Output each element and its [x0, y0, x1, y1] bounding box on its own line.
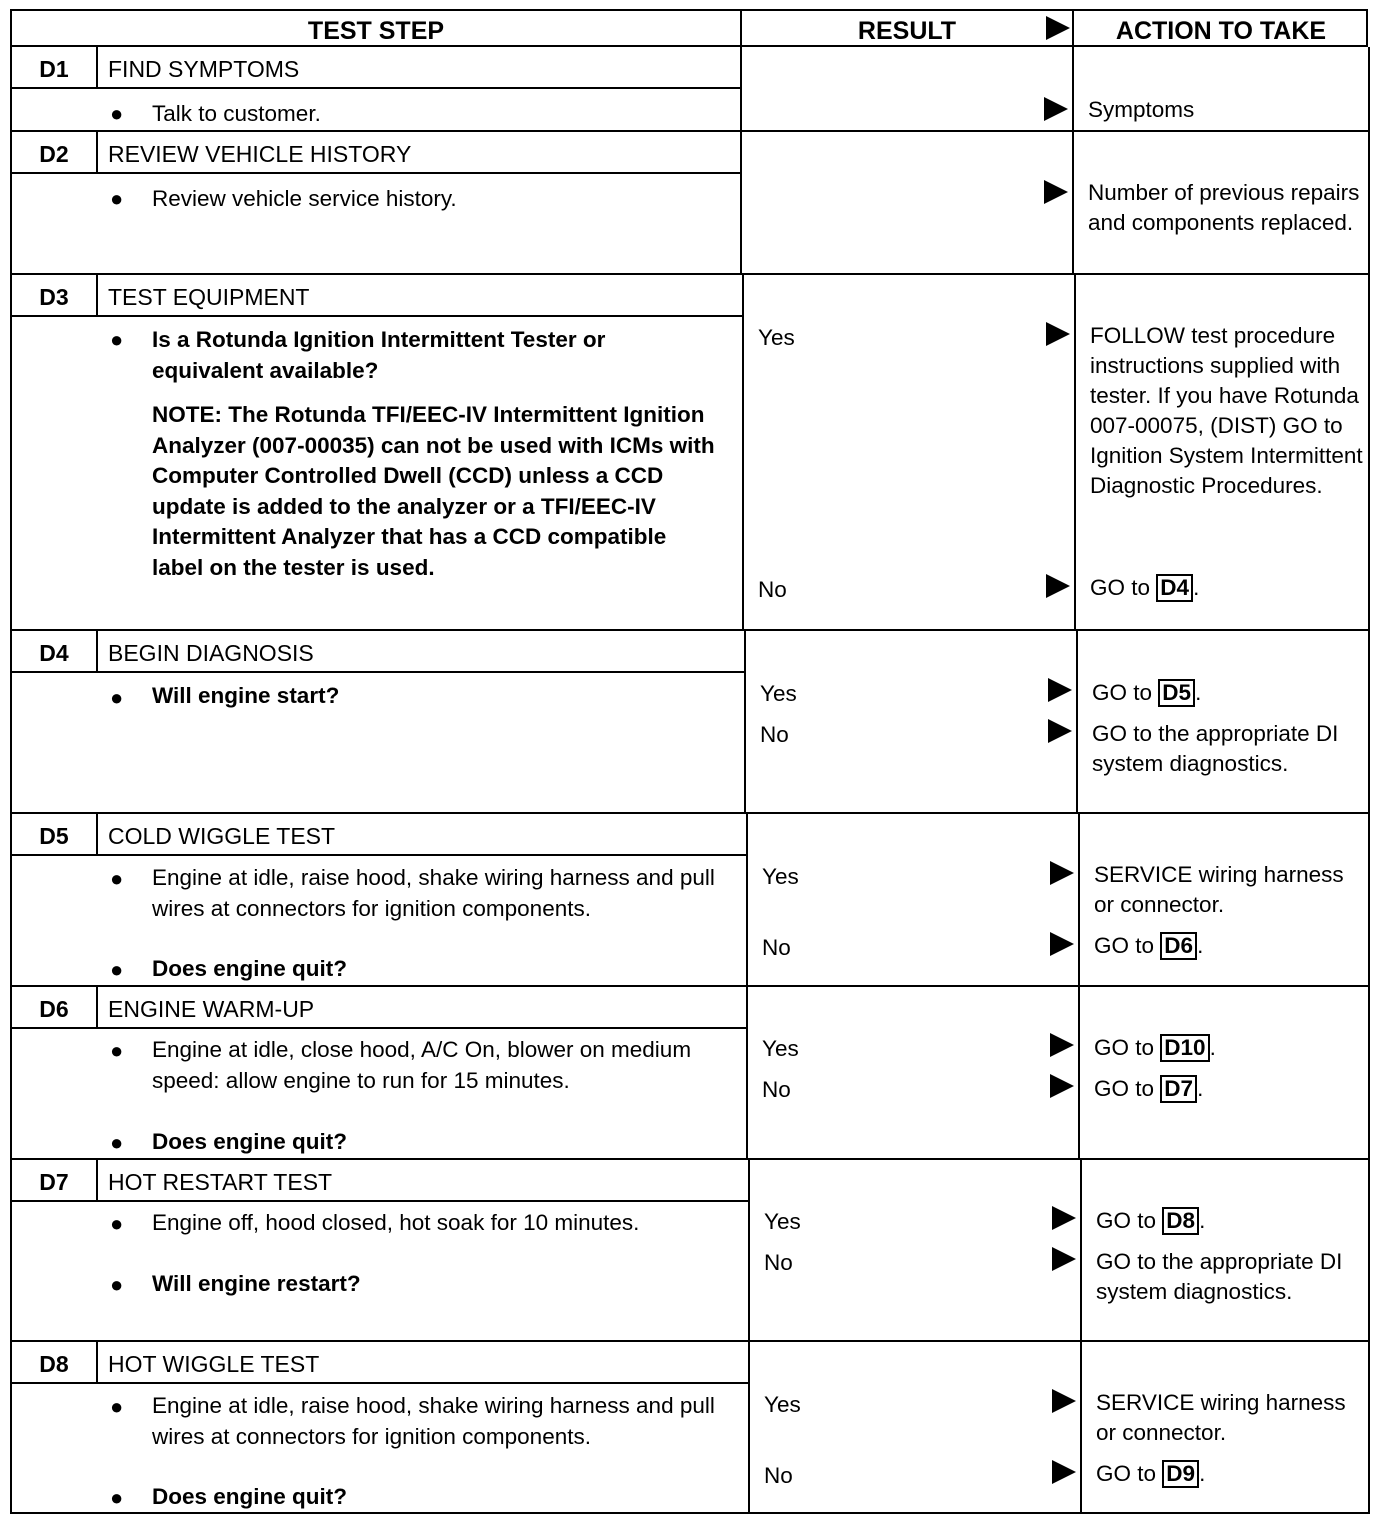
goto-label: GO to [1094, 1076, 1155, 1101]
bullet-icon: ● [110, 1394, 124, 1419]
result-no: No [762, 935, 791, 960]
action-goto: GO to D7 . [1094, 1076, 1204, 1101]
arrow-icon [1046, 322, 1070, 346]
step-row-d5 [10, 814, 1370, 987]
step-row-d8 [10, 1342, 1370, 1514]
step-title: HOT RESTART TEST [108, 1169, 333, 1195]
step-row-d6 [10, 987, 1370, 1160]
goto-label: GO to [1094, 1035, 1155, 1060]
result-no: No [764, 1250, 793, 1275]
action-cell [1080, 1160, 1368, 1340]
step-title: FIND SYMPTOMS [108, 56, 300, 82]
step-id: D8 [12, 1342, 98, 1382]
step-reference-link[interactable]: D5 [1158, 679, 1195, 707]
step-title: COLD WIGGLE TEST [108, 823, 336, 849]
arrow-icon [1044, 180, 1068, 204]
bullet-icon: ● [110, 685, 124, 710]
step-question: Does engine quit? [152, 956, 348, 981]
step-title: ENGINE WARM-UP [108, 996, 315, 1022]
arrow-icon [1044, 97, 1068, 121]
header-test-step: TEST STEP [12, 11, 742, 45]
arrow-icon [1052, 1247, 1076, 1271]
test-step-cell [12, 275, 742, 629]
result-cell [742, 275, 1074, 629]
arrow-icon [1048, 719, 1072, 743]
arrow-icon [1052, 1389, 1076, 1413]
action-cell [1078, 987, 1368, 1158]
step-question: Will engine start? [152, 683, 340, 708]
goto-label: GO to [1096, 1461, 1157, 1486]
step-reference-link[interactable]: D6 [1160, 932, 1197, 960]
bullet-icon: ● [110, 866, 124, 891]
action-goto: GO to D4 . [1090, 575, 1200, 600]
step-id: D4 [12, 631, 98, 671]
result-cell [748, 1342, 1080, 1512]
test-step-cell [12, 631, 744, 812]
step-title: REVIEW VEHICLE HISTORY [108, 141, 412, 167]
step-instruction: Talk to customer. [152, 101, 321, 126]
result-yes: Yes [764, 1392, 801, 1417]
action-goto: GO to D6 . [1094, 933, 1204, 958]
arrow-icon [1050, 1074, 1074, 1098]
action-cell [1076, 631, 1368, 812]
action-goto: GO to D10 . [1094, 1035, 1216, 1060]
result-cell [744, 631, 1076, 812]
result-no: No [760, 722, 789, 747]
result-no: No [758, 577, 787, 602]
step-row-d4 [10, 631, 1370, 814]
step-title: HOT WIGGLE TEST [108, 1351, 320, 1377]
step-row-d1 [10, 47, 1370, 132]
step-instruction: Engine at idle, raise hood, shake wiring harness and pull wires at connectors for ignition components. [152, 865, 715, 921]
bullet-icon: ● [110, 1038, 124, 1063]
action-text: SERVICE wiring harness or connector. [1096, 1390, 1346, 1445]
result-yes: Yes [762, 1036, 799, 1061]
result-yes: Yes [764, 1209, 801, 1234]
action-goto: GO to D5 . [1092, 680, 1202, 705]
step-row-d3 [10, 275, 1370, 631]
step-reference-link[interactable]: D10 [1160, 1034, 1209, 1062]
step-instruction: Engine at idle, close hood, A/C On, blower on medium speed: allow engine to run for 15 minutes. [152, 1037, 692, 1093]
header-arrow-icon [1046, 16, 1070, 40]
result-cell [746, 814, 1078, 985]
arrow-icon [1050, 861, 1074, 885]
action-cell [1072, 132, 1368, 273]
action-cell [1072, 47, 1368, 130]
test-step-cell [12, 132, 740, 273]
action-goto: GO to D9 . [1096, 1461, 1206, 1486]
bullet-icon: ● [110, 1130, 124, 1155]
step-title-bar [12, 132, 740, 174]
arrow-icon [1050, 932, 1074, 956]
header-action: ACTION TO TAKE [1115, 17, 1327, 45]
step-row-d2 [10, 132, 1370, 275]
step-title-bar [12, 1342, 748, 1384]
step-question: Will engine restart? [152, 1271, 361, 1296]
bullet-icon: ● [110, 1272, 124, 1297]
step-instruction: Review vehicle service history. [152, 186, 457, 211]
step-title-bar [12, 47, 740, 89]
result-no: No [762, 1077, 791, 1102]
test-step-cell [12, 1342, 748, 1512]
test-step-cell [12, 47, 740, 130]
arrow-icon [1046, 574, 1070, 598]
goto-label: GO to [1090, 575, 1151, 600]
test-step-cell [12, 814, 746, 985]
goto-label: GO to [1092, 680, 1153, 705]
result-cell [746, 987, 1078, 1158]
action-text: Symptoms [1088, 97, 1195, 122]
step-instruction: Engine at idle, raise hood, shake wiring harness and pull wires at connectors for ignition components. [152, 1393, 715, 1449]
step-title-bar [12, 1160, 748, 1202]
bullet-icon: ● [110, 101, 124, 126]
step-id: D5 [12, 814, 98, 854]
step-question: Does engine quit? [152, 1129, 348, 1154]
action-text: GO to the appropriate DI system diagnostics. [1092, 721, 1339, 776]
step-title: BEGIN DIAGNOSIS [108, 640, 314, 666]
header-result: RESULT [742, 11, 1074, 45]
step-reference-link[interactable]: D8 [1162, 1207, 1199, 1235]
step-title: TEST EQUIPMENT [108, 284, 310, 310]
step-title-bar [12, 814, 746, 856]
table-header [10, 9, 1368, 47]
step-id: D3 [12, 275, 98, 315]
result-cell [748, 1160, 1080, 1340]
bullet-icon: ● [110, 327, 124, 352]
action-text: Number of previous repairs and components replaced. [1088, 180, 1360, 235]
step-question: Is a Rotunda Ignition Intermittent Tester or equivalent available? [152, 327, 606, 383]
result-no: No [764, 1463, 793, 1488]
step-id: D6 [12, 987, 98, 1027]
step-id: D2 [12, 132, 98, 172]
arrow-icon [1048, 678, 1072, 702]
result-yes: Yes [758, 325, 795, 350]
step-question: Does engine quit? [152, 1484, 348, 1509]
step-title-bar [12, 631, 744, 673]
step-id: D7 [12, 1160, 98, 1200]
goto-label: GO to [1094, 933, 1155, 958]
action-text: SERVICE wiring harness or connector. [1094, 862, 1344, 917]
action-text: GO to the appropriate DI system diagnostics. [1096, 1249, 1343, 1304]
action-goto: GO to D8 . [1096, 1208, 1206, 1233]
goto-label: GO to [1096, 1208, 1157, 1233]
step-instruction: Engine off, hood closed, hot soak for 10 minutes. [152, 1210, 640, 1235]
action-cell [1078, 814, 1368, 985]
arrow-icon [1052, 1460, 1076, 1484]
step-reference-link[interactable]: D9 [1162, 1460, 1199, 1488]
result-yes: Yes [760, 681, 797, 706]
step-reference-link[interactable]: D4 [1156, 574, 1193, 602]
step-id: D1 [12, 47, 98, 87]
bullet-icon: ● [110, 1211, 124, 1236]
result-cell [740, 132, 1072, 273]
action-cell [1080, 1342, 1368, 1512]
arrow-icon [1052, 1206, 1076, 1230]
step-title-bar [12, 275, 742, 317]
test-step-cell [12, 987, 746, 1158]
step-row-d7 [10, 1160, 1370, 1342]
result-cell [740, 47, 1072, 130]
step-note: NOTE: The Rotunda TFI/EEC-IV Intermittent Ignition Analyzer (007-00035) can not be used with ICMs with Computer Controlled Dwell (CCD) unless a CCD update is added to the analyzer or a TFI/EEC-IV Intermittent Analyzer that has a CCD compatible label on the tester is used. [152, 402, 715, 580]
result-yes: Yes [762, 864, 799, 889]
bullet-icon: ● [110, 1485, 124, 1510]
step-reference-link[interactable]: D7 [1160, 1075, 1197, 1103]
arrow-icon [1050, 1033, 1074, 1057]
test-step-cell [12, 1160, 748, 1340]
bullet-icon: ● [110, 957, 124, 982]
action-cell [1074, 275, 1368, 629]
bullet-icon: ● [110, 186, 124, 211]
action-text: FOLLOW test procedure instructions supplied with tester. If you have Rotunda 007-00075, (DIST) GO to Ignition System Intermittent Diagnostic Procedures. [1090, 323, 1363, 498]
step-title-bar [12, 987, 746, 1029]
